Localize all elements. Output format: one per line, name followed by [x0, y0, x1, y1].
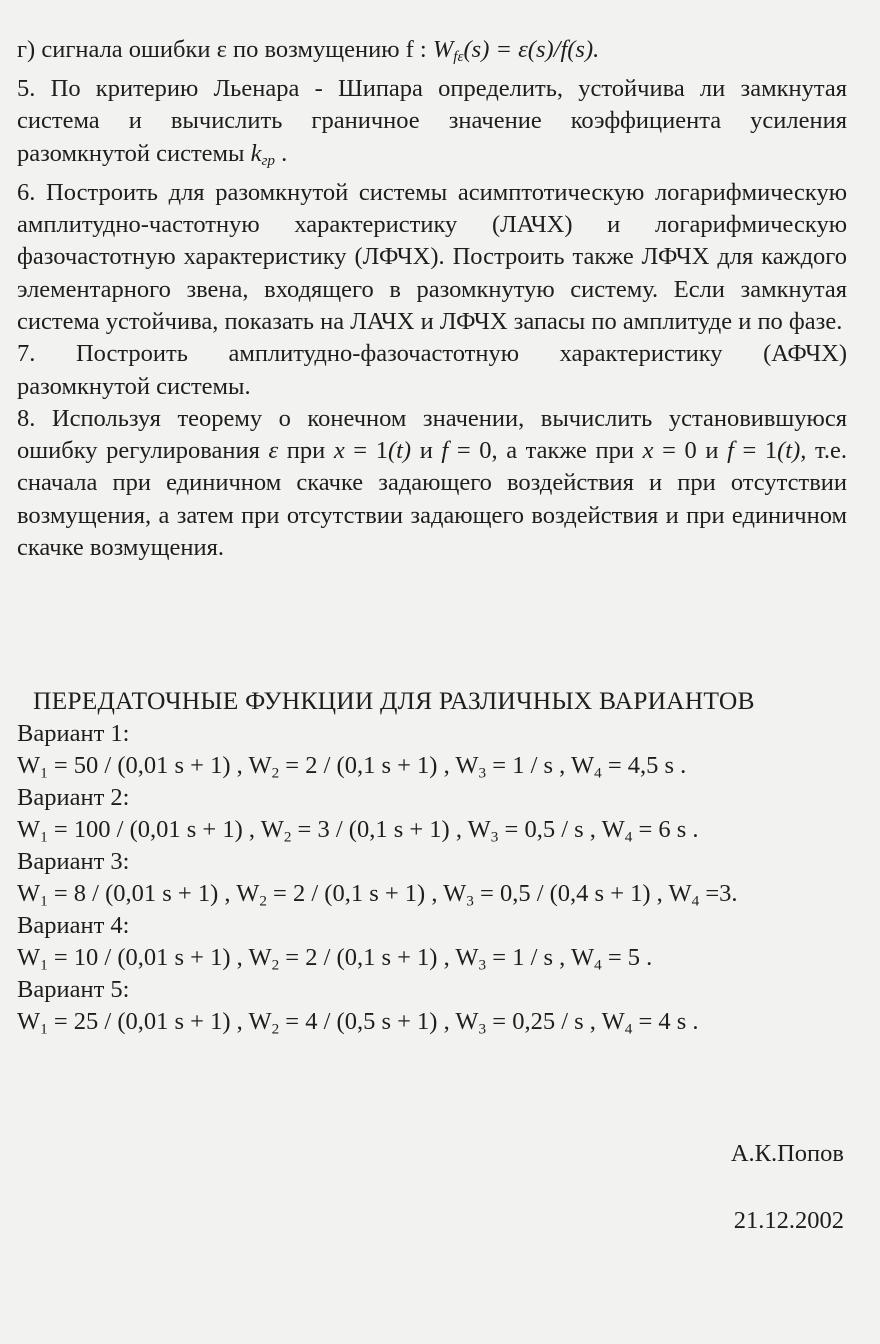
p8-c: = 1: [344, 437, 388, 465]
w2-value: = 2 / (0,1 s + 1) ,: [279, 944, 456, 971]
w2-value: = 2 / (0,1 s + 1) ,: [266, 880, 444, 907]
transfer-formula: [433, 36, 599, 63]
w3-sub: 3: [466, 892, 474, 910]
w2: W: [248, 1008, 272, 1035]
variant-block: [17, 846, 857, 910]
item-5-text: 5. По критерию Льенара - Шипара определить, устойчива ли замкнутая система и вычислить граничное значение коэффициента усиления разомкнутой системы: [17, 75, 847, 167]
p8-g: = 0 и: [653, 437, 728, 465]
w3-sub: 3: [490, 828, 499, 846]
w1: W: [17, 944, 41, 971]
variant-label: Вариант 1:: [17, 720, 130, 747]
variant-formulas: [17, 750, 857, 782]
p8-f2: f: [727, 437, 734, 465]
variant-label: Вариант 5:: [17, 976, 130, 1003]
variant-formulas: [17, 878, 857, 910]
p8-t1: (t): [387, 437, 412, 465]
w4-sub: 4: [691, 892, 700, 910]
variant-block: [17, 718, 857, 782]
w4-value: = 4,5 s .: [601, 752, 687, 779]
w1-value: = 8 / (0,01 s + 1) ,: [47, 880, 237, 907]
w4-value: = 4 s .: [632, 1008, 699, 1035]
item-g-text: г) сигнала ошибки ε по возмущению f :: [17, 36, 433, 63]
item-7-nyquist: 7. Построить амплитудно-фазочастотную характеристику (АФЧХ) разомкнутой системы.: [17, 340, 847, 400]
p8-eps: ε: [268, 437, 279, 465]
w3-value: = 0,5 / s ,: [498, 816, 602, 843]
item-5-end: .: [275, 139, 288, 167]
w3-sub: 3: [478, 1020, 487, 1038]
variant-label: Вариант 3:: [17, 848, 130, 875]
document-date: 21.12.2002: [733, 1207, 844, 1234]
w3-sub: 3: [478, 956, 487, 974]
w2-value: = 4 / (0,5 s + 1) ,: [279, 1008, 456, 1035]
w1-value: = 10 / (0,01 s + 1) ,: [47, 944, 249, 971]
w2: W: [248, 944, 272, 971]
w1: W: [17, 1008, 41, 1035]
variant-formulas: [17, 1006, 857, 1038]
p8-d: и: [411, 437, 442, 465]
w2-sub: 2: [283, 828, 292, 846]
w4-value: = 5 .: [601, 944, 653, 971]
p8-e: = 0, а также при: [448, 437, 643, 465]
w3-value: = 1 / s ,: [486, 752, 571, 779]
formula-w: W: [432, 36, 454, 63]
author-signature: А.К.Попов: [730, 1140, 844, 1167]
w4: W: [668, 880, 692, 907]
w1-sub: 1: [40, 1020, 48, 1038]
variant-label: Вариант 4:: [17, 912, 130, 939]
task-list: [17, 34, 847, 564]
w4: W: [601, 816, 625, 843]
w3: W: [467, 816, 491, 843]
p8-x2: x: [642, 437, 654, 465]
w4: W: [570, 752, 595, 779]
p8-a: 8. Используя теорему о конечном значении, вычислить установившуюся ошибку регулирования: [17, 404, 847, 465]
p8-i: т.е. сначала при единичном скачке задающего воздействия и при отсутствии возмущения, а затем при отсутствии задающего воздействия и при единичном скачке возмущения.: [17, 437, 847, 562]
w1: W: [17, 880, 41, 907]
w3-value: = 0,5 / (0,4 s + 1) ,: [473, 880, 669, 907]
w3-value: = 0,25 / s ,: [486, 1008, 602, 1035]
k-subscript: гр: [261, 151, 276, 169]
item-8-steady-state-error: [17, 403, 847, 564]
w1-sub: 1: [40, 956, 48, 974]
w3: W: [455, 944, 479, 971]
p8-f1: f: [441, 437, 449, 465]
formula-subscript: fε: [453, 47, 464, 65]
w4: W: [570, 944, 595, 971]
w4-sub: 4: [624, 828, 633, 846]
w1: W: [17, 816, 41, 843]
w2: W: [260, 816, 284, 843]
w4-value: = 6 s .: [632, 816, 699, 843]
w4-sub: 4: [594, 764, 602, 782]
w2-value: = 3 / (0,1 s + 1) ,: [291, 816, 468, 843]
w1: W: [17, 752, 41, 779]
w4-sub: 4: [594, 956, 602, 974]
variant-block: [17, 782, 857, 846]
w2: W: [248, 752, 272, 779]
item-5-stability: [17, 73, 847, 177]
section-heading: ПЕРЕДАТОЧНЫЕ ФУНКЦИИ ДЛЯ РАЗЛИЧНЫХ ВАРИАНТОВ: [33, 686, 755, 715]
w2: W: [236, 880, 260, 907]
w1-value: = 50 / (0,01 s + 1) ,: [47, 752, 249, 779]
w2-sub: 2: [271, 1020, 280, 1038]
w2-sub: 2: [271, 956, 280, 974]
w1-value: = 25 / (0,01 s + 1) ,: [47, 1008, 249, 1035]
w4-sub: 4: [624, 1020, 633, 1038]
variant-block: [17, 910, 857, 974]
w4-value: =3.: [699, 880, 738, 907]
w1-value: = 100 / (0,01 s + 1) ,: [47, 816, 261, 843]
p8-t2: (t),: [777, 437, 807, 465]
w1-sub: 1: [40, 764, 48, 782]
w3: W: [455, 1008, 479, 1035]
w3-value: = 1 / s ,: [486, 944, 571, 971]
w2-sub: 2: [259, 892, 267, 910]
w4: W: [601, 1008, 625, 1035]
variant-formulas: [17, 814, 857, 846]
variant-block: [17, 974, 857, 1038]
p8-b: при: [278, 437, 334, 465]
p8-x1: x: [333, 437, 345, 465]
w1-sub: 1: [40, 828, 48, 846]
w2-value: = 2 / (0,1 s + 1) ,: [279, 752, 456, 779]
w1-sub: 1: [40, 892, 48, 910]
k-symbol: k: [250, 139, 262, 167]
variant-formulas: [17, 942, 857, 974]
formula-rest: (s) = ε(s)/f(s).: [463, 36, 600, 63]
w3: W: [455, 752, 479, 779]
item-6-frequency-response: 6. Построить для разомкнутой системы асимптотическую логарифмическую амплитудно-частотную характеристику (ЛАЧХ) и логарифмическую фазочастотную характеристику (ЛФЧХ). Построить также ЛФЧХ для каждого элементарного звена, входящего в разомкнутую систему. Если замкнутая система устойчива, показать на ЛАЧХ и ЛФЧХ запасы по амплитуде и по фазе.: [17, 178, 847, 335]
w2-sub: 2: [271, 764, 280, 782]
w3: W: [443, 880, 467, 907]
item-g-error-signal: [17, 34, 847, 73]
w3-sub: 3: [478, 764, 487, 782]
p8-h: = 1: [733, 437, 778, 465]
variants-list: [17, 718, 857, 1038]
variant-label: Вариант 2:: [17, 784, 130, 811]
